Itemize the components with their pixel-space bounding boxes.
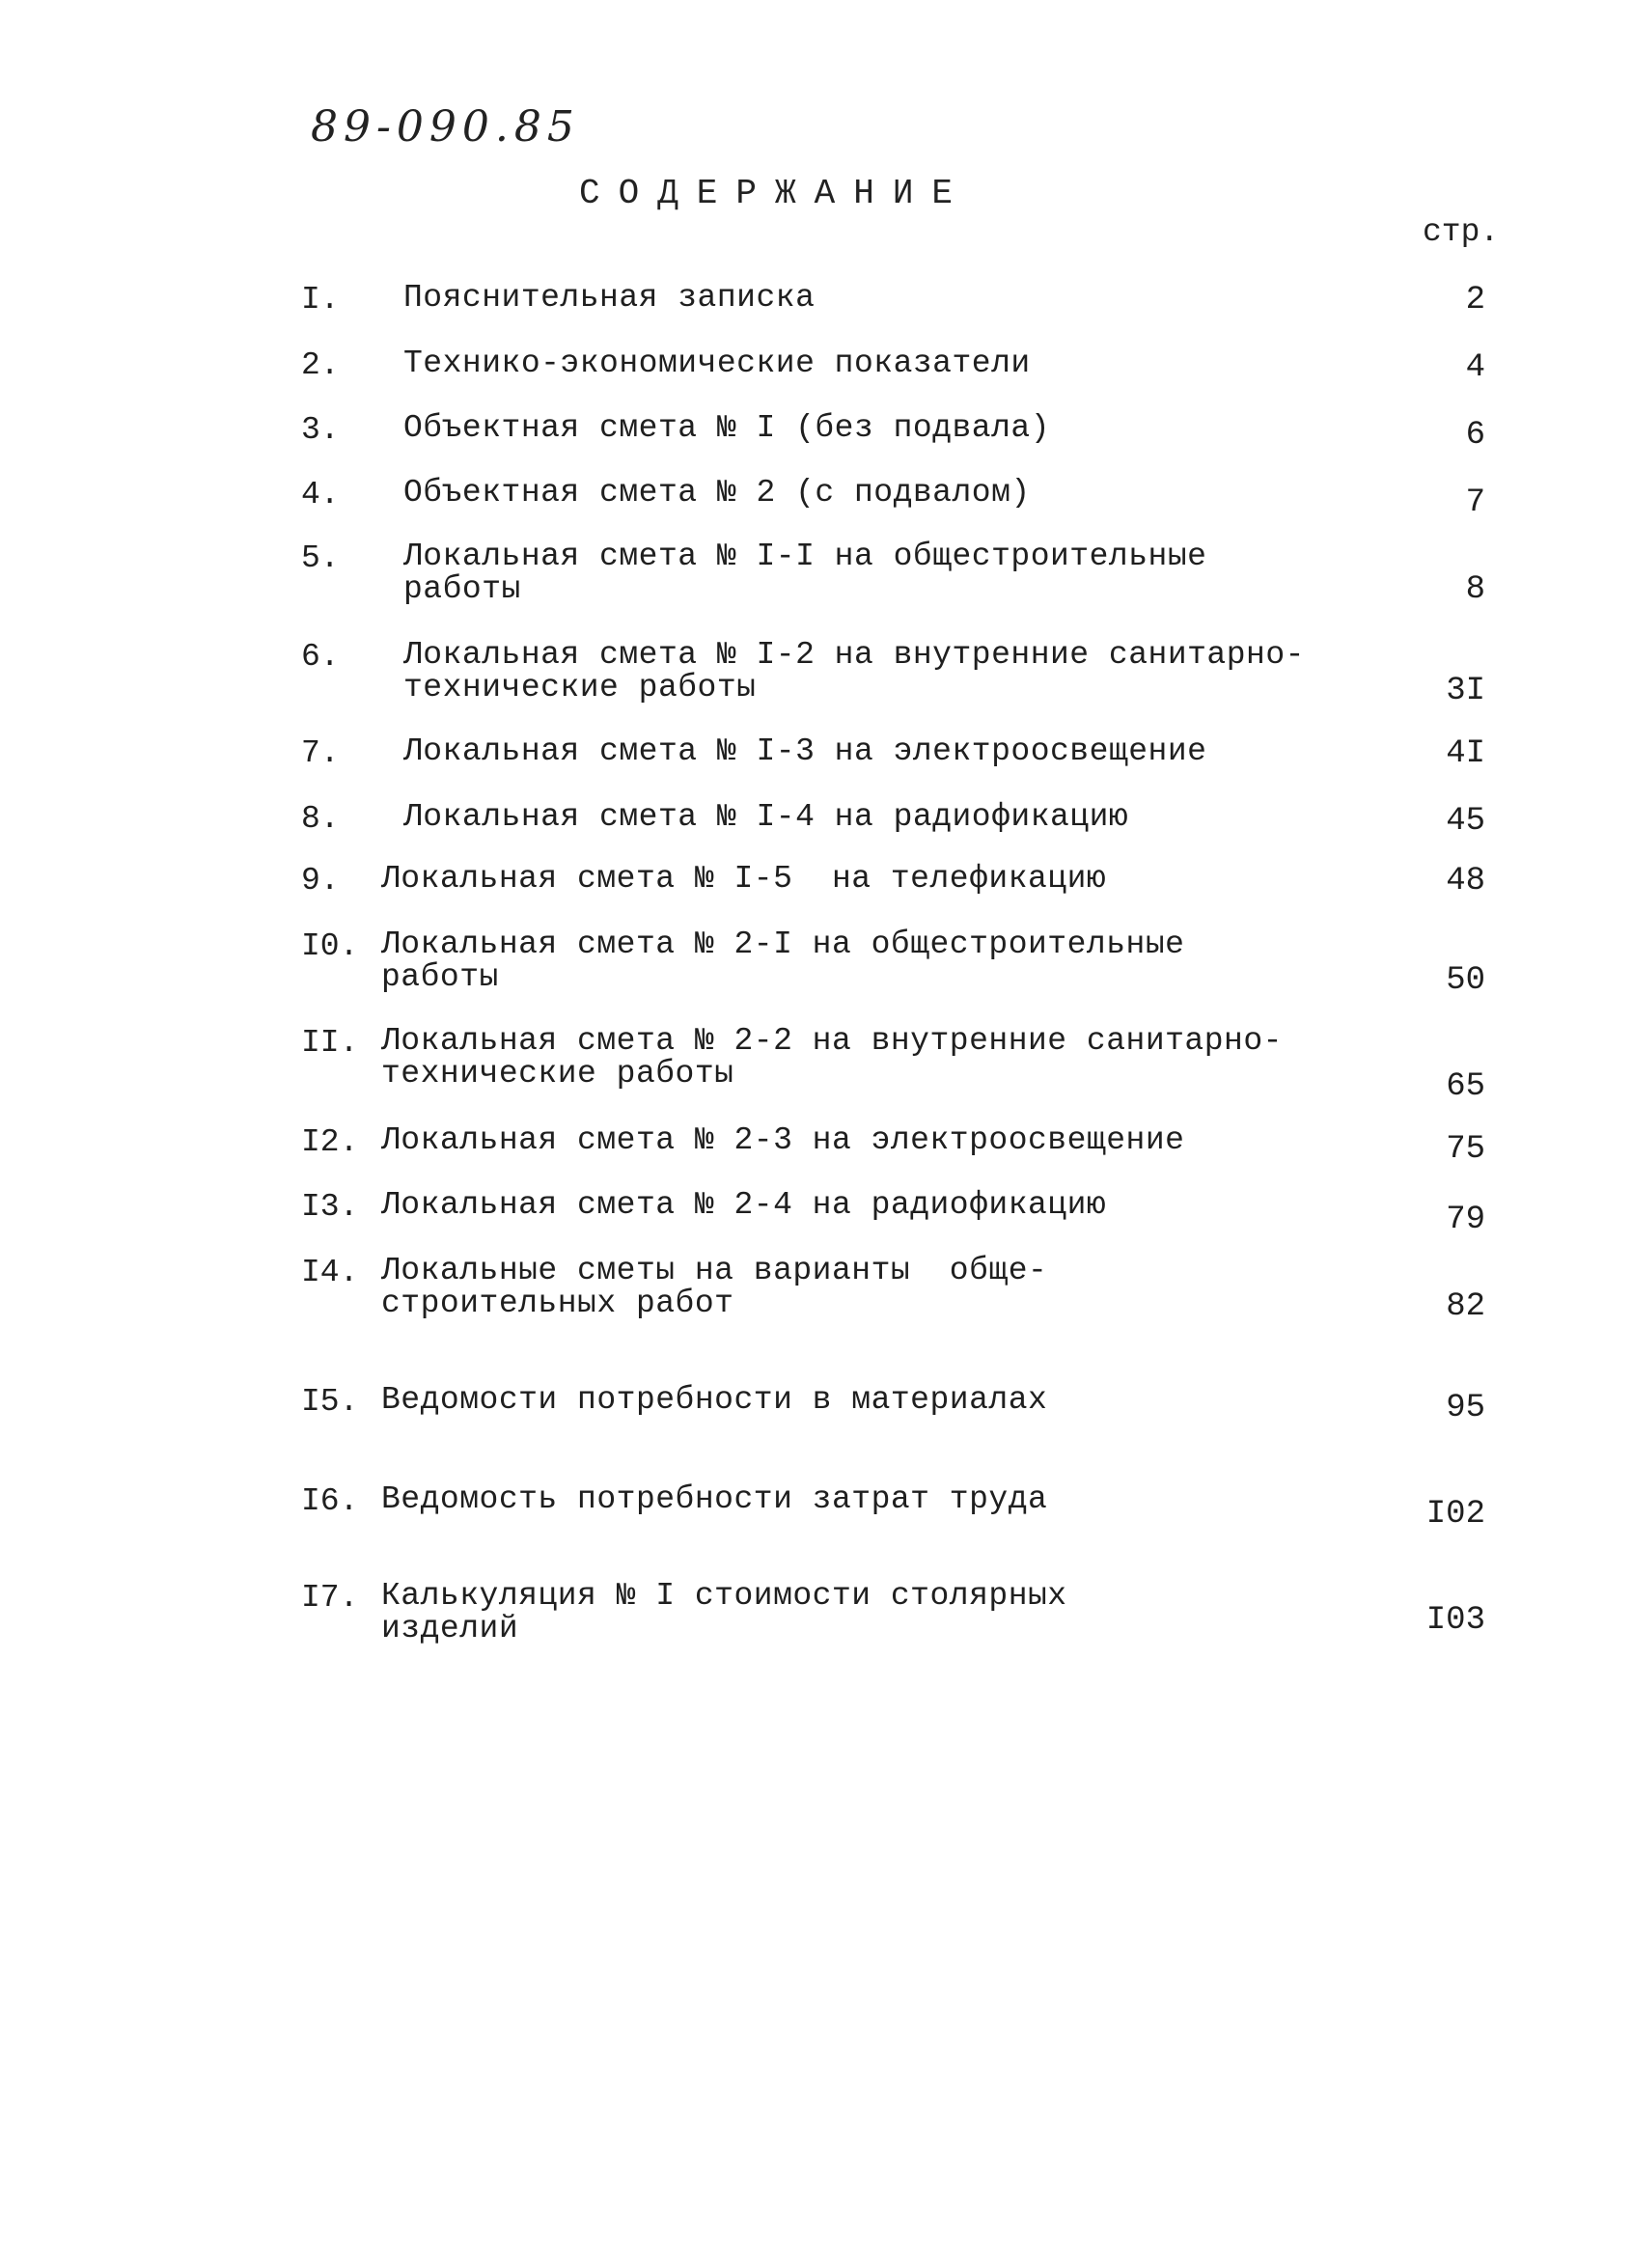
toc-item-title-line: Локальная смета № I-I на общестроительные — [403, 539, 1207, 574]
toc-item-number: I. — [301, 282, 340, 318]
toc-item-number: I0. — [301, 928, 359, 964]
toc-item-page: 82 — [1446, 1288, 1485, 1325]
toc-item-number: 6. — [301, 639, 340, 675]
toc-item-page: 48 — [1446, 863, 1485, 899]
toc-item-number: I7. — [301, 1580, 359, 1616]
toc-item-title — [381, 1483, 1047, 1516]
toc-item-page: 79 — [1446, 1202, 1485, 1238]
toc-item-title — [403, 282, 815, 315]
toc-item-title — [403, 412, 1050, 445]
toc-item-number: I4. — [301, 1255, 359, 1290]
toc-item-number: I6. — [301, 1483, 359, 1519]
toc-item-title-line: Ведомости потребности в материалах — [381, 1382, 1048, 1418]
toc-item-page: 45 — [1446, 803, 1485, 840]
toc-item-title-line: Локальная смета № I-4 на радиофикацию — [403, 799, 1129, 835]
toc-item-title-line: работы — [381, 959, 499, 995]
toc-item-title-line: Локальная смета № 2-I на общестроительные — [381, 927, 1185, 962]
toc-item-title-line: Локальная смета № 2-4 на радиофикацию — [381, 1187, 1107, 1223]
toc-item-title — [403, 347, 1031, 380]
toc-item-title-line: Калькуляция № I стоимости столярных — [381, 1578, 1067, 1614]
toc-item-title — [403, 801, 1128, 834]
toc-item-page: 6 — [1465, 417, 1485, 454]
toc-item-title — [381, 1255, 1047, 1320]
toc-item-page: 8 — [1465, 571, 1485, 608]
toc-item-number: 5. — [301, 540, 340, 576]
toc-item-page: I02 — [1425, 1496, 1485, 1533]
toc-item-title-line: изделий — [381, 1611, 519, 1646]
toc-item-page: 95 — [1446, 1390, 1485, 1426]
toc-item-title-line: технические работы — [403, 670, 757, 705]
toc-item-number: I5. — [301, 1384, 359, 1420]
toc-item-page: 75 — [1446, 1131, 1485, 1168]
toc-item-title — [381, 928, 1184, 994]
toc-item-title-line: технические работы — [381, 1056, 734, 1092]
toc-item-title-line: Локальная смета № I-5 на телефикацию — [381, 861, 1107, 897]
toc-item-title-line: Локальная смета № 2-3 на электроосвещение — [381, 1122, 1185, 1158]
toc-item-number: II. — [301, 1025, 359, 1061]
toc-item-title — [381, 1189, 1106, 1222]
toc-item-title-line: Пояснительная записка — [403, 280, 816, 316]
toc-item-title — [403, 477, 1031, 510]
toc-item-title-line: Локальные сметы на варианты обще- — [381, 1253, 1048, 1288]
toc-item-page: 3I — [1446, 673, 1485, 709]
toc-item-title — [381, 1124, 1184, 1157]
toc-item-page: 4 — [1465, 349, 1485, 386]
toc-item-number: I3. — [301, 1189, 359, 1225]
toc-item-title-line: Локальная смета № I-2 на внутренние санитарно- — [403, 637, 1305, 673]
toc-item-title — [403, 540, 1206, 606]
toc-item-title-line: работы — [403, 571, 521, 607]
toc-item-title — [403, 735, 1206, 768]
toc-item-title-line: Локальная смета № I-3 на электроосвещение — [403, 733, 1207, 769]
toc-item-title — [381, 1025, 1283, 1091]
toc-item-title-line: Технико-экономические показатели — [403, 346, 1031, 381]
toc-item-title-line: Объектная смета № 2 (с подвалом) — [403, 475, 1031, 511]
toc-item-title-line: Ведомость потребности затрат труда — [381, 1481, 1048, 1517]
toc-item-page: 65 — [1446, 1068, 1485, 1105]
toc-item-number: 2. — [301, 347, 340, 383]
toc-item-number: 9. — [301, 863, 340, 899]
toc-item-page: 50 — [1446, 962, 1485, 999]
toc-item-number: 8. — [301, 801, 340, 837]
toc-item-number: 3. — [301, 412, 340, 448]
toc-item-page: 2 — [1465, 282, 1485, 318]
toc-item-title-line: Объектная смета № I (без подвала) — [403, 410, 1051, 446]
handwritten-document-id: 89-090.85 — [311, 102, 580, 152]
toc-item-page: 7 — [1465, 484, 1485, 521]
page-column-header: стр. — [1423, 214, 1500, 250]
toc-item-page: 4I — [1446, 735, 1485, 772]
toc-item-number: 4. — [301, 477, 340, 512]
toc-item-title-line: строительных работ — [381, 1286, 734, 1321]
page-title: СОДЕРЖАНИЕ — [579, 174, 972, 213]
toc-item-title — [381, 1384, 1047, 1417]
toc-item-number: 7. — [301, 735, 340, 771]
toc-item-number: I2. — [301, 1124, 359, 1160]
toc-item-page: I03 — [1425, 1602, 1485, 1639]
toc-item-title — [403, 639, 1305, 705]
toc-item-title — [381, 1580, 1067, 1646]
toc-item-title-line: Локальная смета № 2-2 на внутренние санитарно- — [381, 1023, 1283, 1059]
toc-item-title — [381, 863, 1106, 896]
